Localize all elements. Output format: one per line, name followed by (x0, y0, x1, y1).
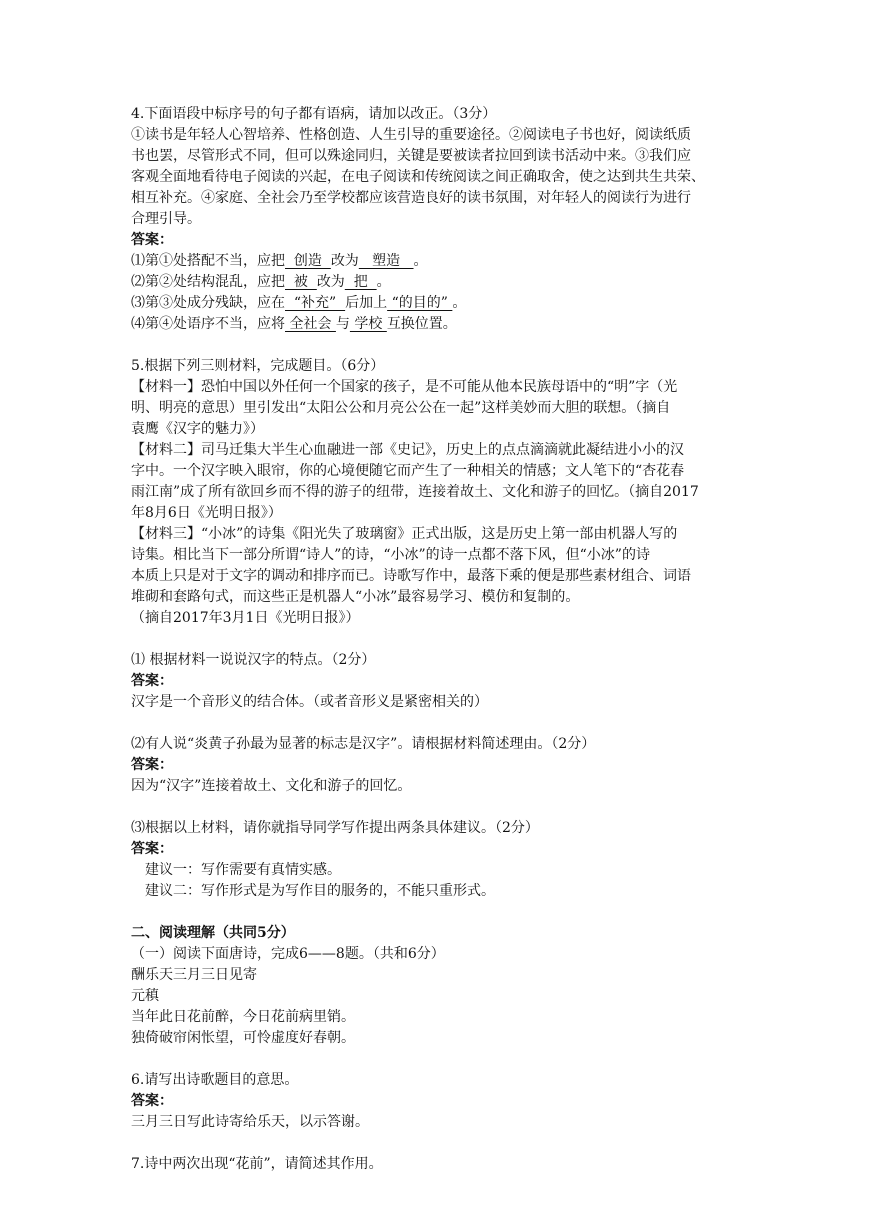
q5-material-line: （摘自2017年3月1日《光明日报》） (131, 610, 360, 626)
q4-answer-4 (131, 314, 741, 335)
q4-passage-line: 合理引导。 (131, 211, 201, 227)
section-intro: （一）阅读下面唐诗，完成6——8题。（共和6分） (131, 946, 445, 962)
q4-passage-line: 书也罢，尽管形式不同，但可以殊途同归，关键是要被读者拉回到读书活动中来。③我们应 (131, 148, 691, 164)
q5-material-line: 袁鹰《汉字的魅力》） (131, 421, 264, 437)
answer-text: 。 (452, 295, 467, 311)
answer-blank: 创造 (285, 253, 331, 269)
answer-blank: 学校 (349, 316, 387, 332)
q6-answer: 三月三日写此诗寄给乐天，以示答谢。 (131, 1114, 369, 1130)
q5-title: 5.根据下列三则材料，完成题目。（6分） (131, 358, 385, 374)
q5-sub1-question: ⑴ 根据材料一说说汉字的特点。（2分） (131, 652, 376, 668)
q5-material-line: 【材料一】恐怕中国以外任何一个国家的孩子，是不可能从他本民族母语中的“明”字（光 (131, 379, 678, 395)
q5-material-line: 【材料二】司马迁集大半生心血融进一部《史记》，历史上的点点滴滴就此凝结进小小的汉 (131, 442, 684, 458)
q5-sub2-question: ⑵有人说“炎黄子孙最为显著的标志是汉字”。请根据材料简述理由。（2分） (131, 736, 596, 752)
poem-title: 酬乐天三月三日见寄 (131, 967, 257, 983)
answer-text: 改为 (330, 253, 359, 269)
q5-material-line: 雨江南”成了所有欲回乡而不得的游子的纽带，连接着故土、文化和游子的回忆。（摘自2017 (131, 484, 699, 500)
q5-sub3-question: ⑶根据以上材料，请你就指导同学写作提出两条具体建议。（2分） (131, 820, 539, 836)
document-page (131, 104, 741, 1175)
q5-sub2-answer: 因为“汉字”连接着故土、文化和游子的回忆。 (131, 778, 412, 794)
answer-text: 互换位置。 (386, 316, 457, 332)
poem-line: 当年此日花前醉，今日花前病里销。 (131, 1009, 355, 1025)
answer-blank: 塑造 (358, 253, 414, 269)
answer-blank: 全社会 (285, 316, 336, 332)
q6-question: 6.请写出诗歌题目的意思。 (131, 1072, 299, 1088)
q4-answer-label: 答案： (131, 232, 173, 248)
poem-author: 元稹 (131, 988, 159, 1004)
q5-material-line: 堆砌和套路句式，而这些正是机器人“小冰”最容易学习、模仿和复制的。 (131, 589, 580, 605)
q4-passage-line: 相互补充。④家庭、全社会乃至学校都应该营造良好的读书氛围，对年轻人的阅读行为进行 (131, 190, 691, 206)
q7-question: 7.诗中两次出现“花前”，请简述其作用。 (131, 1156, 383, 1172)
q5-material-line: 本质上只是对于文字的调动和排序而已。诗歌写作中，最落下乘的便是那些素材组合、词语 (131, 568, 691, 584)
q4-passage-line: 客观全面地看待电子阅读的兴起，在电子阅读和传统阅读之间正确取舍，使之达到共生共荣、 (131, 169, 705, 185)
answer-text: 后加上 (345, 295, 388, 311)
answer-blank: 被 (285, 274, 317, 290)
q5-sub1-answer-label: 答案： (131, 673, 173, 689)
answer-blank: 把 (344, 274, 377, 290)
answer-text: 与 (335, 316, 350, 332)
section-heading: 二、阅读理解（共同5分） (131, 925, 295, 941)
answer-text: 改为 (316, 274, 345, 290)
answer-text: 。 (376, 274, 391, 290)
q4-title: 4.下面语段中标序号的句子都有语病，请加以改正。（3分） (131, 106, 497, 122)
q5-sub2-answer-label: 答案： (131, 757, 173, 773)
q4-passage-line: ①读书是年轻人心智培养、性格创造、人生引导的重要途径。②阅读电子书也好，阅读纸质 (131, 127, 691, 143)
q5-sub3-answer-2: 建议二：写作形式是为写作目的服务的，不能只重形式。 (145, 883, 495, 899)
q5-material-line: 年8月6日《光明日报》） (131, 505, 282, 521)
q5-material-line: 明、明亮的意思）里引发出“太阳公公和月亮公公在一起”这样美妙而大胆的联想。（摘自 (131, 400, 671, 416)
q5-material-line: 诗集。相比当下一部分所谓“诗人”的诗，“小冰”的诗一点都不落下风，但“小冰”的诗 (131, 547, 650, 563)
answer-text: ⑴第①处搭配不当，应把 (131, 253, 285, 269)
answer-text: 。 (413, 253, 428, 269)
q5-sub3-answer-1: 建议一：写作需要有真情实感。 (145, 862, 341, 878)
answer-text: ⑵第②处结构混乱，应把 (131, 274, 285, 290)
q5-material-line: 【材料三】“小冰”的诗集《阳光失了玻璃窗》正式出版，这是历史上第一部由机器人写的 (131, 526, 678, 542)
q6-answer-label: 答案： (131, 1093, 173, 1109)
q5-sub1-answer: 汉字是一个音形义的结合体。（或者音形义是紧密相关的） (131, 694, 488, 710)
poem-line: 独倚破帘闲怅望，可怜虚度好春朝。 (131, 1030, 355, 1046)
q5-sub3-answer-label: 答案： (131, 841, 173, 857)
answer-blank: “的目的” (387, 295, 453, 311)
answer-text: ⑶第③处成分残缺，应在 (131, 295, 285, 311)
q4-answer-3 (131, 293, 741, 314)
answer-text: ⑷第④处语序不当，应将 (131, 316, 285, 332)
q4-answer-2 (131, 272, 741, 293)
q5-material-line: 字中。一个汉字映入眼帘，你的心境便随它而产生了一种相关的情感；文人笔下的“杏花春 (131, 463, 685, 479)
q4-answer-1 (131, 251, 741, 272)
answer-blank: “补充” (285, 295, 346, 311)
